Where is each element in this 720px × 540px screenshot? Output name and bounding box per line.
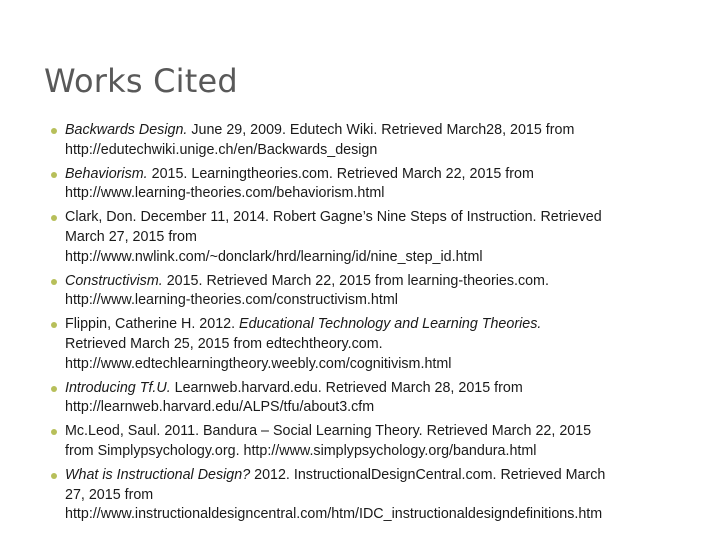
bullet-icon xyxy=(51,215,57,221)
citation-clark xyxy=(48,208,720,267)
citation-line xyxy=(65,165,720,185)
bullet-icon xyxy=(51,386,57,392)
citation-title: Constructivism. xyxy=(65,272,163,289)
citation-flippin xyxy=(48,315,720,374)
page-title: Works Cited xyxy=(44,62,238,100)
citation-title: Introducing Tf.U. xyxy=(65,379,171,396)
citation-text: 2015. Learningtheories.com. Retrieved March 22, 2015 from xyxy=(147,165,534,182)
bullet-icon xyxy=(51,128,57,134)
bullet-icon xyxy=(51,279,57,285)
citation-line xyxy=(65,466,720,486)
citation-url: http://www.instructionaldesigncentral.com/htm/IDC_instructionaldesigndefinitions.htm xyxy=(65,506,603,523)
citation-url: http://www.learning-theories.com/behaviorism.html xyxy=(65,185,385,202)
citation-text: Learnweb.harvard.edu. Retrieved March 28, 2015 from xyxy=(170,379,523,396)
citation-text: from Simplypsychology.org. http://www.simplypsychology.org/bandura.html xyxy=(65,442,537,459)
bullet-icon xyxy=(51,172,57,178)
citation-title: Behaviorism. xyxy=(65,165,148,182)
works-cited-list xyxy=(48,121,720,529)
citation-text: 27, 2015 from xyxy=(65,486,154,503)
citation-text: Retrieved March 25, 2015 from edtechtheory.com. xyxy=(65,335,383,352)
citation-url: http://edutechwiki.unige.ch/en/Backwards_design xyxy=(65,141,378,158)
citation-line xyxy=(65,379,720,399)
citation-backwards-design xyxy=(48,121,720,160)
citation-behaviorism xyxy=(48,165,720,204)
citation-text: March 27, 2015 from xyxy=(65,228,197,245)
citation-tfu xyxy=(48,379,720,418)
citation-line xyxy=(65,272,720,292)
citation-line xyxy=(65,315,720,335)
citation-author: Flippin, Catherine H. 2012. xyxy=(65,316,240,333)
citation-line xyxy=(65,121,720,141)
citation-instructional-design xyxy=(48,466,720,525)
bullet-icon xyxy=(51,429,57,435)
bullet-icon xyxy=(51,322,57,328)
citation-url: http://www.learning-theories.com/constructivism.html xyxy=(65,292,398,309)
citation-text: 2015. Retrieved March 22, 2015 from learning-theories.com. xyxy=(162,272,549,289)
citation-constructivism xyxy=(48,272,720,311)
citation-title: Educational Technology and Learning Theories. xyxy=(239,316,542,333)
citation-mcleod xyxy=(48,422,720,461)
citation-url: http://learnweb.harvard.edu/ALPS/tfu/about3.cfm xyxy=(65,399,375,416)
bullet-icon xyxy=(51,473,57,479)
citation-title: Backwards Design. xyxy=(65,122,188,138)
citation-text: Mc.Leod, Saul. 2011. Bandura – Social Learning Theory. Retrieved March 22, 2015 xyxy=(65,423,592,440)
citation-title: What is Instructional Design? xyxy=(65,467,251,483)
citation-url: http://www.nwlink.com/~donclark/hrd/learning/id/nine_step_id.html xyxy=(65,248,483,265)
citation-text: Clark, Don. December 11, 2014. Robert Gagne’s Nine Steps of Instruction. Retrieved xyxy=(65,209,602,226)
citation-text: June 29, 2009. Edutech Wiki. Retrieved March28, 2015 from xyxy=(187,122,575,138)
citation-text: 2012. InstructionalDesignCentral.com. Retrieved March xyxy=(250,467,606,483)
citation-url: http://www.edtechlearningtheory.weebly.com/cognitivism.html xyxy=(65,355,452,372)
